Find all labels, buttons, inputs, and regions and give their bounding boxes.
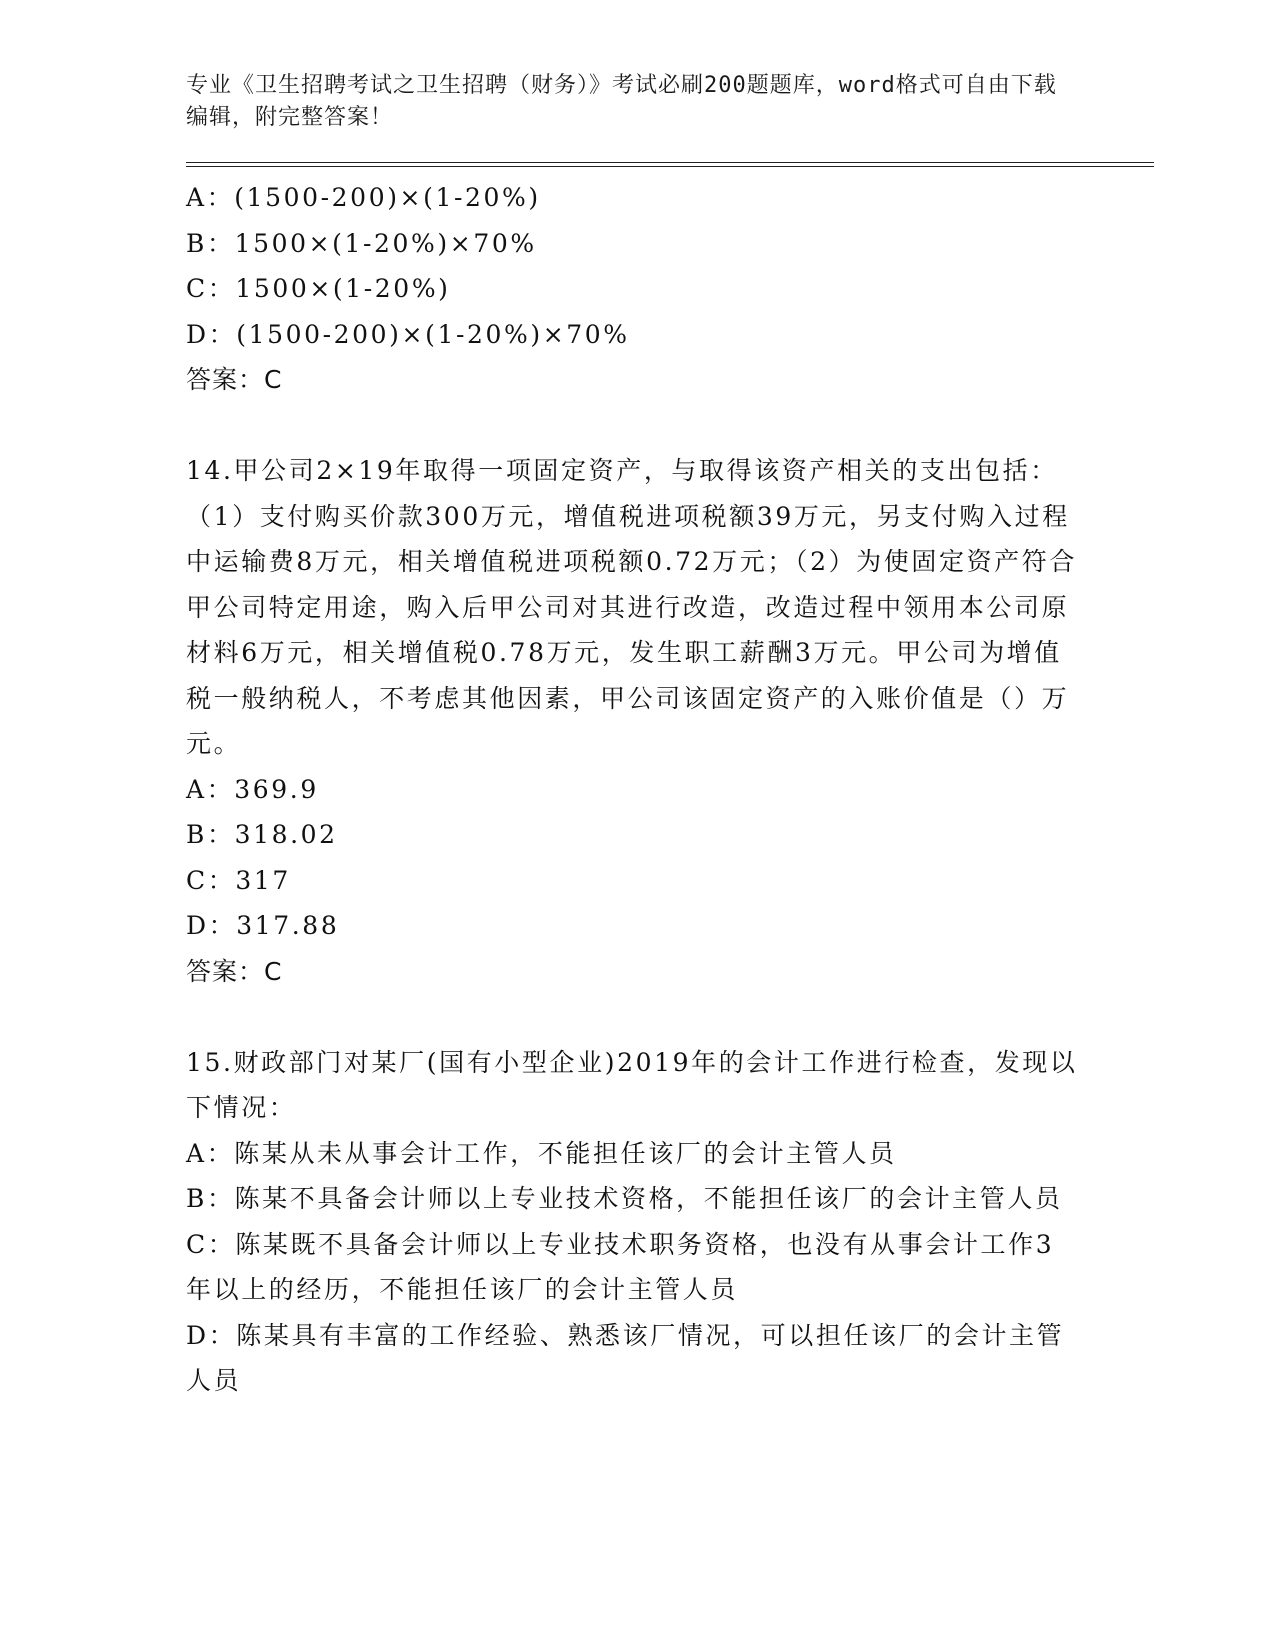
q15-option-b: B：陈某不具备会计师以上专业技术资格，不能担任该厂的会计主管人员	[186, 1184, 1063, 1213]
q14-option-b: B：318.02	[186, 820, 338, 849]
q13-option-a: A：(1500-200)×(1-20%)	[186, 183, 541, 212]
q13-option-d: D：(1500-200)×(1-20%)×70%	[186, 319, 630, 349]
q14-stem: 14.甲公司2×19年取得一项固定资产，与取得该资产相关的支出包括：（1）支付购买价款300万元，增值税进项税额39万元，另支付购入过程中运输费8万元，相关增值税进项税额0.72万元；（2）为使固定资产符合甲公司特定用途，购入后甲公司对其进行改造，改造过程中领用本公司原材料6万元，相关增值税0.78万元，发生职工薪酬3万元。甲公司为增值税一般纳税人，不考虑其他因素，甲公司该固定资产的入账价值是（）万元。	[186, 456, 1077, 758]
spacer	[186, 994, 1081, 1040]
question-content	[186, 175, 1081, 1404]
question-14	[186, 448, 1081, 994]
q14-option-c: C：317	[186, 865, 291, 895]
q15-stem: 15.财政部门对某厂(国有小型企业)2019年的会计工作进行检查，发现以下情况：	[186, 1047, 1078, 1122]
q15-option-d: D：陈某具有丰富的工作经验、熟悉该厂情况，可以担任该厂的会计主管人员	[186, 1320, 1065, 1395]
q13-answer: 答案：C	[186, 365, 283, 394]
divider-line-top	[186, 162, 1154, 163]
document-page	[186, 70, 1166, 1404]
q13-option-b: B：1500×(1-20%)×70%	[186, 228, 537, 258]
q15-option-c: C：陈某既不具备会计师以上专业技术职务资格，也没有从事会计工作3年以上的经历，不能担任该厂的会计主管人员	[186, 1229, 1055, 1304]
question-15	[186, 1040, 1081, 1404]
spacer	[186, 403, 1081, 449]
divider-line-bottom	[186, 166, 1154, 167]
q14-option-d: D：317.88	[186, 911, 340, 940]
question-13	[186, 175, 1081, 403]
q14-answer: 答案：C	[186, 956, 283, 986]
q15-option-a: A：陈某从未从事会计工作，不能担任该厂的会计主管人员	[186, 1138, 897, 1168]
q13-option-c: C：1500×(1-20%)	[186, 274, 451, 303]
header-divider	[186, 162, 1154, 167]
q14-option-a: A：369.9	[186, 774, 319, 804]
page-header: 专业《卫生招聘考试之卫生招聘（财务）》考试必刷200题题库，word格式可自由下载编辑，附完整答案！	[186, 73, 1057, 130]
